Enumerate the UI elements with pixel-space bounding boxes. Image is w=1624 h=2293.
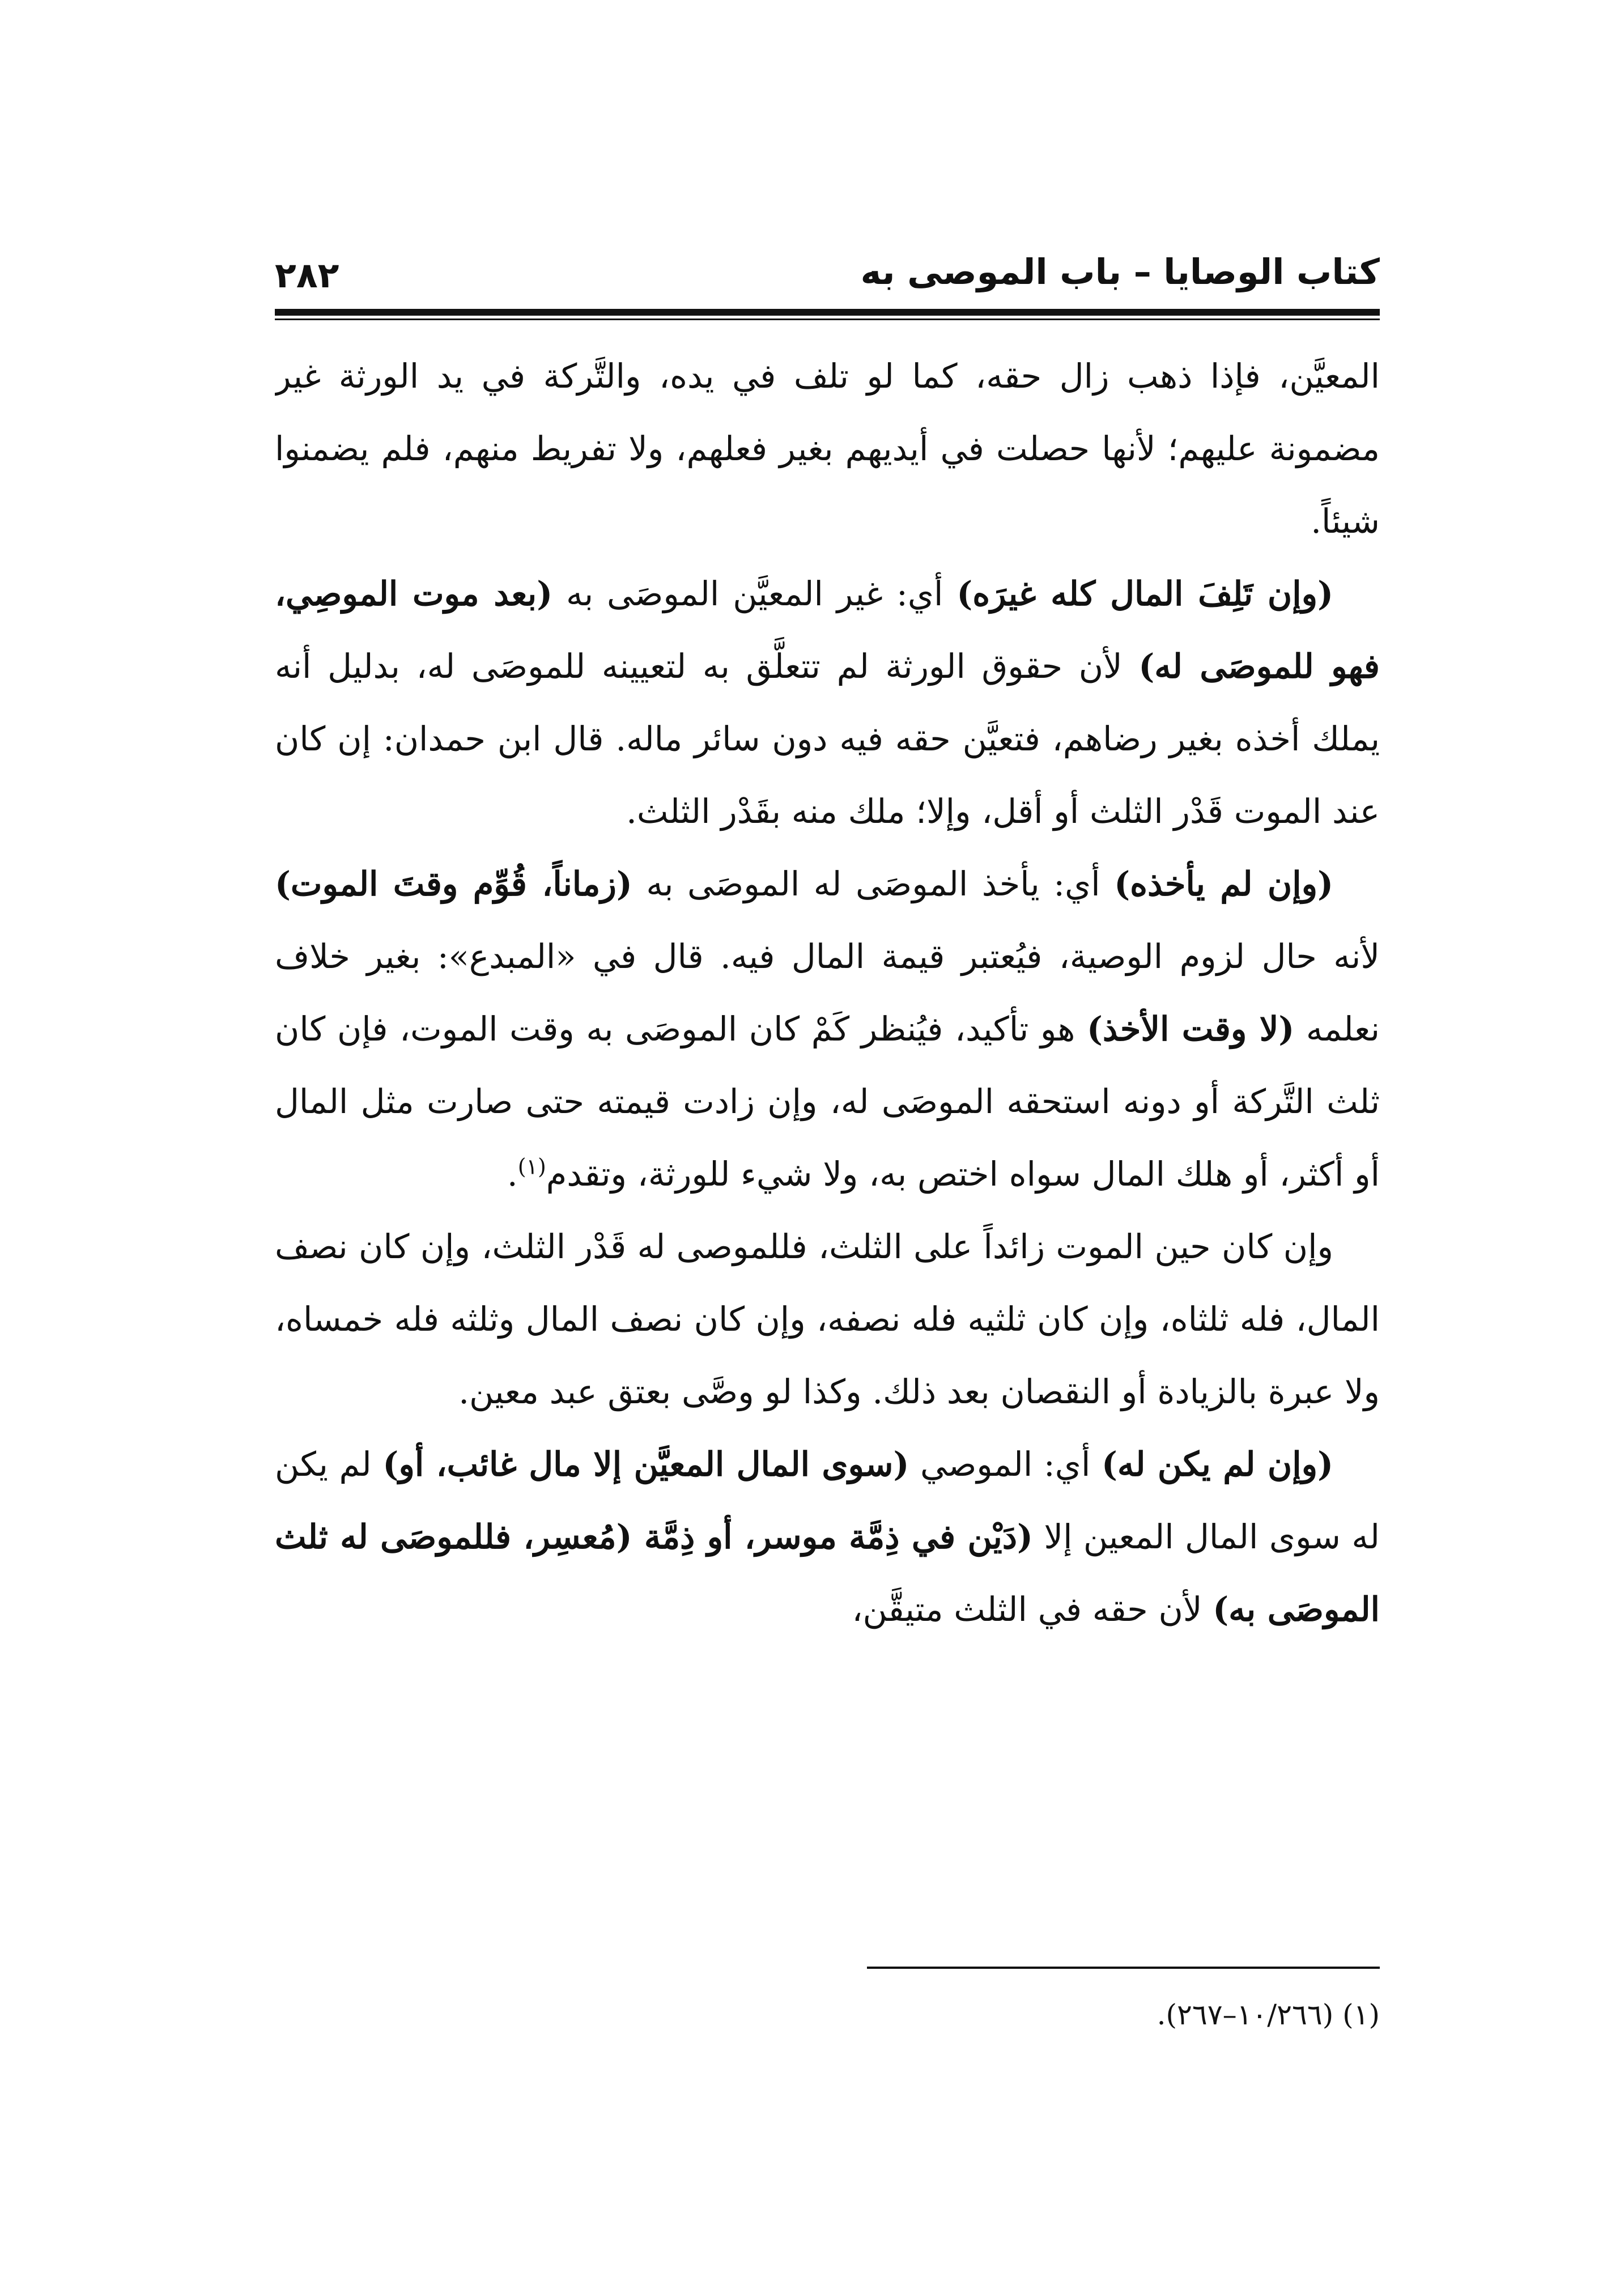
paragraph-2 — [275, 558, 1380, 848]
footnote-1 — [640, 1989, 1380, 2040]
commentary-text: لأنه حال لزوم الوصية، فيُعتبر قيمة المال فيه. قال في «المبدع»: بغير خلاف نعلمه — [275, 937, 1380, 1048]
footnote-text: (١٠/٢٦٦–٢٦٧). — [1157, 1998, 1334, 2031]
header-rule — [275, 309, 1380, 316]
matn-quote: (زماناً، قُوِّم وقتَ الموت) — [275, 864, 632, 903]
matn-quote: (لا وقت الأخذ) — [1086, 1009, 1295, 1048]
footnotes — [640, 1989, 1380, 2040]
paragraph-3 — [275, 848, 1380, 1211]
matn-quote: (وإن لم يأخذه) — [1114, 864, 1333, 903]
running-title: كتاب الوصايا – باب الموصى به — [860, 251, 1380, 292]
commentary-text: أي: يأخذ الموصَى له الموصَى به — [632, 864, 1115, 903]
matn-quote: (دَيْن في ذِمَّة موسر، أو ذِمَّة (مُعسِر، فللموصَى له ثلث الموصَى به) — [275, 1517, 1380, 1629]
commentary-text: لأن حقوق الورثة لم تتعلَّق به لتعيينه للموصَى له، بدليل أنه يملك أخذه بغير رضاهم، فتعيَّن حقه فيه دون سائر ماله. قال ابن حمدان: إن كان عند الموت قَدْر الثلث أو أقل، وإلا؛ ملك منه بقَدْر الثلث. — [275, 647, 1380, 831]
matn-quote: (سوى المال المعيَّن إلا مال غائب، أو) — [382, 1445, 909, 1484]
paragraph-4 — [275, 1211, 1380, 1428]
commentary-text: أي: الموصي — [909, 1445, 1102, 1484]
paragraph-1-text: المعيَّن، فإذا ذهب زال حقه، كما لو تلف في يده، والتَّركة في يد الورثة غير مضمونة عليهم؛ لأنها حصلت في أيديهم بغير فعلهم، ولا تفريط منهم، فلم يضمنوا شيئاً. — [275, 356, 1380, 541]
body-text — [275, 340, 1380, 1910]
matn-quote: (وإن تَلِفَ المال كله غيرَه) — [956, 574, 1333, 613]
commentary-text: لم يكن له سوى المال المعين إلا — [275, 1445, 1380, 1556]
page-number: ٢٨٢ — [275, 254, 339, 296]
paragraph-5 — [275, 1428, 1380, 1646]
paragraph-1 — [275, 340, 1380, 558]
commentary-text: هو تأكيد، فيُنظر كَمْ كان الموصَى به وقت الموت، فإن كان ثلث التَّركة أو دونه استحقه الموصَى له، وإن زادت قيمته حتى صارت مثل المال أو أكثر، أو هلك المال سواه اختص به، ولا شيء للورثة، وتقدم — [275, 1009, 1380, 1194]
header-rule-thin — [275, 319, 1380, 320]
footnote-reference[interactable]: (١) — [517, 1154, 546, 1179]
page-header — [275, 249, 1380, 300]
commentary-text: أي: غير المعيَّن الموصَى به — [552, 574, 957, 613]
footnote-marker: (١) — [1342, 1998, 1380, 2031]
matn-quote: (وإن لم يكن له) — [1101, 1445, 1334, 1484]
footnote-separator — [867, 1967, 1380, 1969]
paragraph-4-text: وإن كان حين الموت زائداً على الثلث، فللموصى له قَدْر الثلث، وإن كان نصف المال، فله ثلثاه، وإن كان ثلثيه فله نصفه، وإن كان نصف المال وثلثه فله خمساه، ولا عبرة بالزيادة أو النقصان بعد ذلك. وكذا لو وصَّى بعتق عبد معين. — [275, 1227, 1380, 1411]
commentary-text: لأن حقه في الثلث متيقَّن، — [852, 1590, 1213, 1629]
matn-quote: (بعد موت الموصِي، فهو للموصَى له) — [275, 574, 1380, 686]
commentary-text: . — [507, 1154, 518, 1194]
